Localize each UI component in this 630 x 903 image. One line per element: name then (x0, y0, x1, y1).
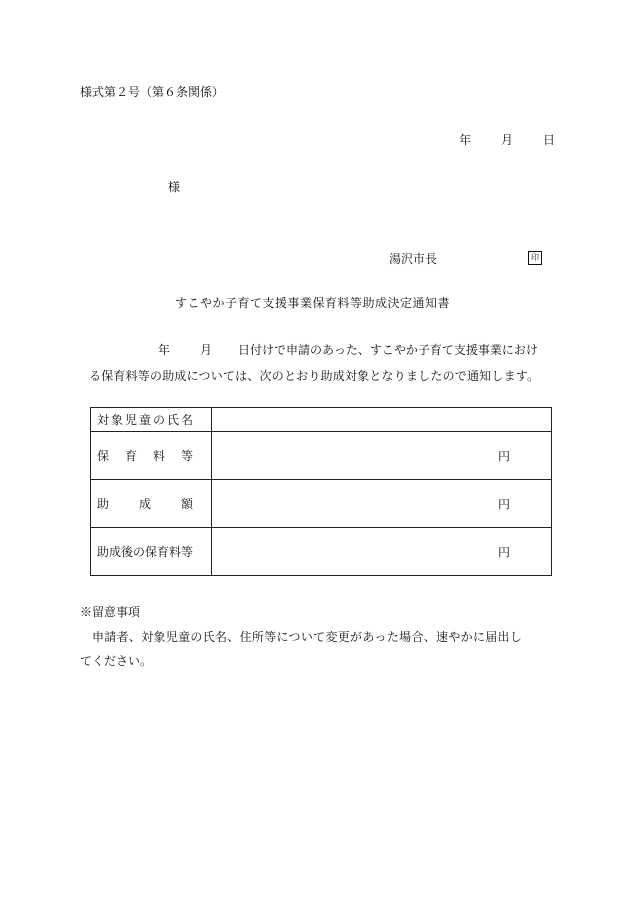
fee-value (212, 432, 552, 480)
subsidy-label (91, 480, 212, 528)
label-char: 保 (97, 449, 110, 463)
subsidy-unit: 円 (498, 497, 511, 511)
label-char: 額 (180, 497, 193, 511)
label-char: 助 (97, 497, 110, 511)
body-line-1 (158, 341, 538, 358)
date-year-label: 年 (459, 133, 472, 147)
subsidy-label-text (97, 495, 193, 512)
table-row (91, 408, 552, 432)
label-char: 料 (152, 449, 165, 463)
notes-line-2: てください。 (80, 654, 153, 668)
post-subsidy-fee-value (212, 528, 552, 576)
label-char: 等 (180, 449, 193, 463)
post-subsidy-fee-unit: 円 (498, 545, 511, 559)
child-name-value (212, 408, 552, 432)
addressee-suffix: 様 (168, 180, 181, 194)
child-name-label: 対象児童の氏名 (91, 408, 212, 432)
table-row (91, 432, 552, 480)
seal-mark: 印 (528, 251, 542, 265)
date-line (459, 131, 555, 148)
notes-line-1: 申請者、対象児童の氏名、住所等について変更があった場合、速やかに届出し (92, 630, 523, 644)
fee-label-text (97, 447, 193, 464)
body-line1-text: 日付けで申請のあった、すこやか子育て支援事業におけ (238, 343, 538, 357)
body-line-2: る保育料等の助成については、次のとおり助成対象となりましたので通知します。 (89, 369, 540, 383)
notes-title: ※留意事項 (80, 605, 141, 619)
fee-unit: 円 (498, 449, 511, 463)
fee-label (91, 432, 212, 480)
table-row (91, 528, 552, 576)
label-char: 育 (124, 449, 137, 463)
date-day-label: 日 (543, 133, 556, 147)
table-row (91, 480, 552, 528)
info-table (90, 407, 552, 576)
date-month-label: 月 (501, 133, 514, 147)
issuer-name: 湯沢市長 (389, 252, 438, 266)
subsidy-value (212, 480, 552, 528)
form-number: 様式第２号（第６条関係） (80, 85, 225, 99)
document-title: すこやか子育て支援事業保育料等助成決定通知書 (175, 296, 451, 310)
post-subsidy-fee-label: 助成後の保育料等 (91, 528, 212, 576)
body-year-label: 年 (158, 343, 171, 357)
label-char: 成 (138, 497, 151, 511)
body-month-label: 月 (200, 343, 213, 357)
